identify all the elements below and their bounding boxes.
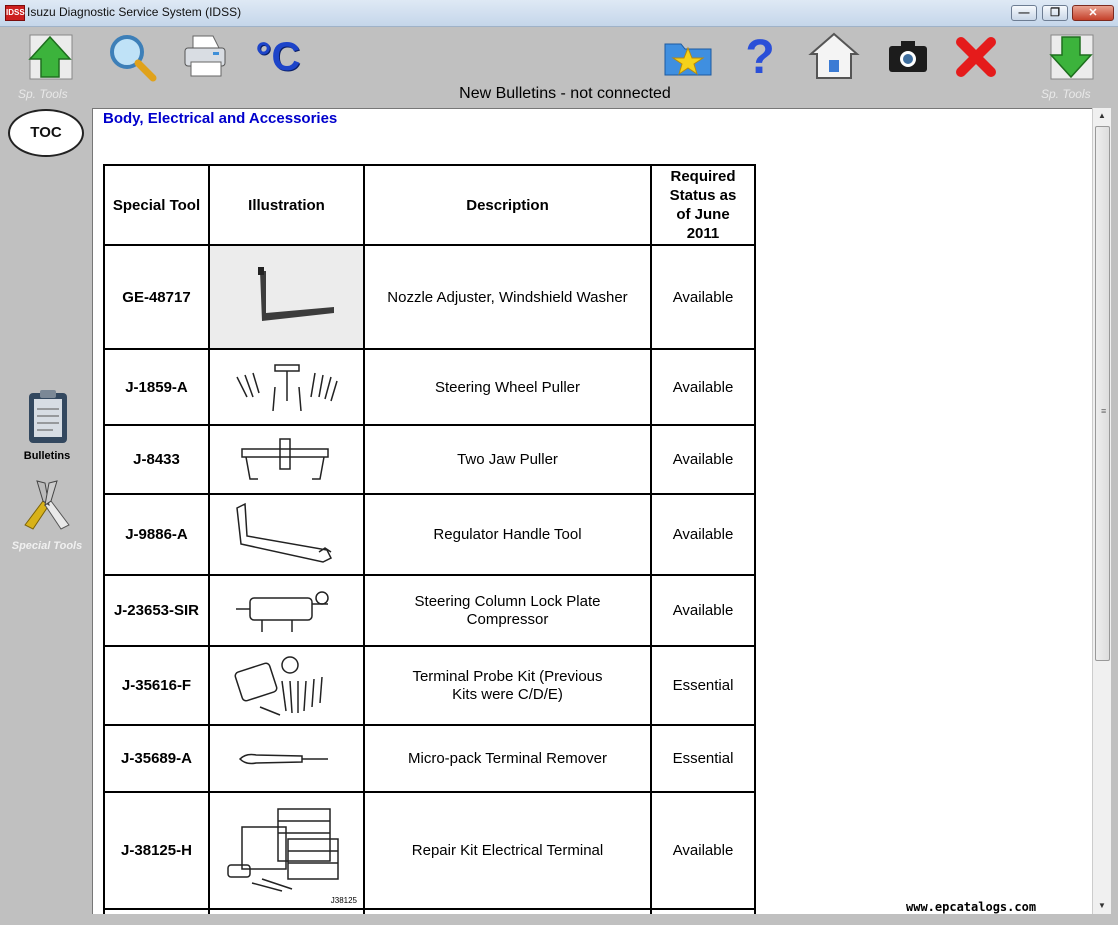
tool-code: J-35616-F xyxy=(104,646,209,725)
magnifier-icon xyxy=(105,30,159,84)
tool-illustration xyxy=(209,646,364,725)
tool-description: Regulator Handle Tool xyxy=(364,494,651,575)
units-button[interactable] xyxy=(250,29,306,85)
tool-status: Available xyxy=(651,792,755,909)
tool-status: Available xyxy=(651,245,755,349)
print-button[interactable] xyxy=(178,29,234,85)
title-bar xyxy=(0,0,1118,27)
nozzle-adjuster-image xyxy=(222,257,352,337)
restore-icon: ❐ xyxy=(1050,7,1060,19)
special-tools-table xyxy=(103,164,756,915)
minimize-icon: — xyxy=(1018,7,1030,19)
tool-illustration xyxy=(209,425,364,494)
toolbar xyxy=(0,27,1118,107)
connection-status: New Bulletins - not connected xyxy=(459,85,671,102)
sp-tools-left-label: Sp. Tools xyxy=(18,87,68,101)
folder-star-icon xyxy=(661,30,715,84)
table-header-row xyxy=(104,165,755,245)
header-status-text: Required Status as of June 2011 xyxy=(669,168,737,242)
exit-button[interactable] xyxy=(948,29,1004,85)
tool-code: GE-48717 xyxy=(104,245,209,349)
window-title: Isuzu Diagnostic Service System (IDSS) xyxy=(27,5,242,19)
close-icon: ✕ xyxy=(1088,7,1098,19)
tool-status: Available xyxy=(651,575,755,646)
tool-code: J-8433 xyxy=(104,425,209,494)
close-window-button[interactable] xyxy=(1072,5,1114,21)
handle-tool-image xyxy=(227,500,347,570)
clipboard-icon xyxy=(25,389,69,445)
minimize-button[interactable] xyxy=(1011,5,1037,21)
scroll-up-icon[interactable]: ▲ xyxy=(1098,111,1106,120)
table-row xyxy=(104,494,755,575)
tool-status: Essential xyxy=(651,646,755,725)
tool-description: Nozzle Adjuster, Windshield Washer xyxy=(364,245,651,349)
bulletins-label: Bulletins xyxy=(23,450,71,462)
vertical-scrollbar[interactable] xyxy=(1092,108,1111,914)
search-button[interactable] xyxy=(104,29,160,85)
table-row xyxy=(104,725,755,792)
repair-kit-image xyxy=(222,799,352,903)
tool-illustration xyxy=(209,575,364,646)
header-description: Description xyxy=(364,165,651,245)
tool-code: J-1859-A xyxy=(104,349,209,425)
sp-tools-up-button[interactable] xyxy=(22,29,78,85)
figure-label: J38125 xyxy=(330,896,357,905)
tool-illustration xyxy=(209,494,364,575)
tool-status: Available xyxy=(651,494,755,575)
header-special-tool: Special Tool xyxy=(104,165,209,245)
camera-icon xyxy=(881,30,935,84)
home-button[interactable] xyxy=(806,29,862,85)
table-row xyxy=(104,349,755,425)
tool-illustration xyxy=(209,349,364,425)
special-tools-label: Special Tools xyxy=(11,540,83,552)
tool-code: J-38125-H xyxy=(104,792,209,909)
red-x-icon xyxy=(949,30,1003,84)
scroll-down-icon[interactable]: ▼ xyxy=(1098,901,1106,910)
probe-kit-image xyxy=(232,651,342,721)
tool-description: Steering Column Lock Plate Compressor xyxy=(364,575,651,646)
tool-status: Available xyxy=(651,425,755,494)
tool-description: Two Jaw Puller xyxy=(364,425,651,494)
wheel-puller-image xyxy=(227,357,347,417)
restore-button[interactable] xyxy=(1042,5,1068,21)
tool-status: Available xyxy=(651,349,755,425)
tool-status: Essential xyxy=(651,725,755,792)
terminal-remover-image xyxy=(232,744,342,774)
arrow-up-icon xyxy=(25,31,75,83)
question-icon: ? xyxy=(745,30,775,84)
scroll-thumb[interactable] xyxy=(1095,126,1110,661)
table-row xyxy=(104,646,755,725)
tool-illustration xyxy=(209,725,364,792)
document-view xyxy=(92,108,1093,915)
table-row xyxy=(104,245,755,349)
sp-tools-right-label: Sp. Tools xyxy=(1041,87,1091,101)
tool-description: Micro-pack Terminal Remover xyxy=(364,725,651,792)
screenshot-button[interactable] xyxy=(880,29,936,85)
home-icon xyxy=(807,30,861,84)
sp-tools-down-button[interactable] xyxy=(1043,29,1099,85)
tool-code: J-35689-A xyxy=(104,725,209,792)
toc-button[interactable]: TOC xyxy=(8,109,84,157)
help-button[interactable] xyxy=(732,29,788,85)
tool-illustration xyxy=(209,792,364,909)
grip-icon: ≡ xyxy=(1101,406,1107,416)
header-illustration: Illustration xyxy=(209,165,364,245)
tool-description: Steering Wheel Puller xyxy=(364,349,651,425)
table-row xyxy=(104,425,755,494)
tool-description: Repair Kit Electrical Terminal xyxy=(364,792,651,909)
favorites-button[interactable] xyxy=(660,29,716,85)
table-row xyxy=(104,792,755,909)
left-pane xyxy=(0,107,92,925)
tool-code: J-23653-SIR xyxy=(104,575,209,646)
tool-illustration xyxy=(209,245,364,349)
celsius-icon: °C xyxy=(255,34,301,79)
pliers-icon xyxy=(15,475,79,535)
watermark: www.epcatalogs.com xyxy=(906,900,1037,914)
tool-description: Terminal Probe Kit (Previous Kits were C/D/E) xyxy=(364,646,651,725)
bulletins-button[interactable] xyxy=(10,389,84,462)
table-row xyxy=(104,575,755,646)
printer-icon xyxy=(179,30,233,84)
arrow-down-icon xyxy=(1046,31,1096,83)
tool-code: J-9886-A xyxy=(104,494,209,575)
jaw-puller-image xyxy=(232,435,342,485)
lock-plate-compressor-image xyxy=(232,584,342,638)
header-status xyxy=(651,165,755,245)
bottom-border xyxy=(92,914,1110,925)
section-heading: Body, Electrical and Accessories xyxy=(103,110,338,127)
app-logo: IDSS xyxy=(5,5,25,21)
special-tools-button[interactable] xyxy=(10,475,84,552)
